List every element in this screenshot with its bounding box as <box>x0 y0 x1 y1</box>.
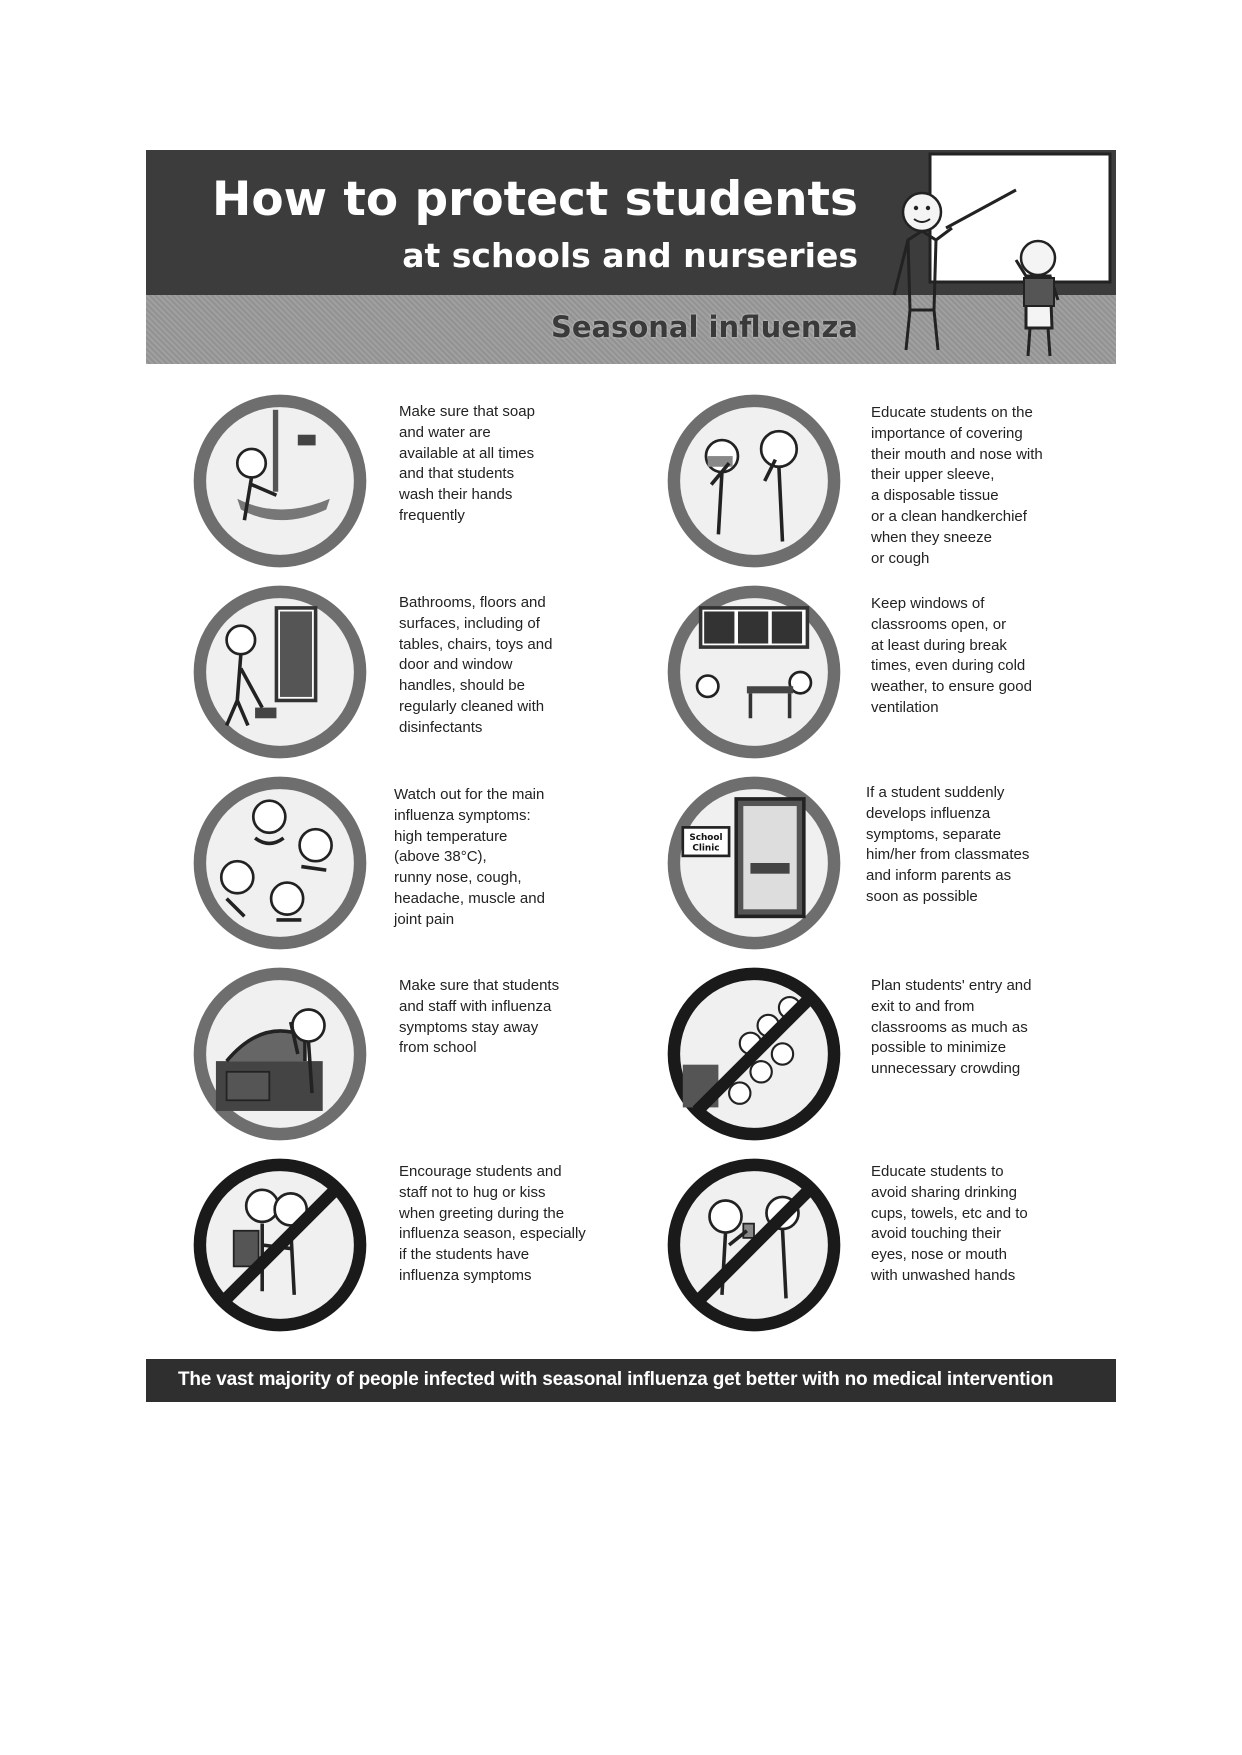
stay-home-icon <box>191 965 369 1143</box>
no-crowding-icon <box>665 965 843 1143</box>
clinic-sign-text: Clinic <box>692 843 720 854</box>
tip-text: Encourage students and staff not to hug or kiss when greeting during the influenza season, especially if the students have influenza symptoms <box>399 1163 586 1284</box>
tip-text: Educate students on the importance of covering their mouth and nose with their upper sleeve, a disposable tissue or a clean handkerchief when they sneeze or cough <box>871 404 1043 567</box>
tip-text: Make sure that students and staff with influenza symptoms stay away from school <box>399 977 560 1057</box>
tip-text: Educate students to avoid sharing drinking cups, towels, etc and to avoid touching their eyes, nose or mouth with unwashed hands <box>871 1163 1028 1284</box>
no-sharing-cups-icon <box>665 1156 843 1334</box>
no-hugging-icon <box>191 1156 369 1334</box>
cleaning-icon <box>191 583 369 761</box>
footer-text: The vast majority of people infected with seasonal influenza get better with no medical intervention <box>178 1369 1054 1390</box>
poster <box>146 150 1116 364</box>
tip-text: Keep windows of classrooms open, or at least during break times, even during cold weather, to ensure good ventilation <box>871 595 1032 716</box>
school-clinic-icon <box>665 774 843 952</box>
page-title: How to protect students <box>212 172 858 227</box>
open-window-icon <box>665 583 843 761</box>
page-subtitle: at schools and nurseries <box>402 236 858 275</box>
symptoms-icon <box>191 774 369 952</box>
cough-cover-icon <box>665 392 843 570</box>
header-banner <box>146 150 1116 364</box>
tip-text: If a student suddenly develops influenza symptoms, separate him/her from classmates and inform parents as soon as possible <box>866 784 1030 905</box>
tip-text: Bathrooms, floors and surfaces, including of tables, chairs, toys and door and window handles, should be regularly cleaned with disinfectants <box>399 594 553 736</box>
footer-banner <box>146 1359 1116 1402</box>
section-title: Seasonal influenza <box>550 310 858 344</box>
hand-washing-icon <box>191 392 369 570</box>
tip-text: Make sure that soap and water are available at all times and that students wash their hands frequently <box>399 403 535 524</box>
clinic-sign-text: School <box>689 832 723 843</box>
tip-text: Plan students' entry and exit to and from classrooms as much as possible to minimize unnecessary crowding <box>871 977 1032 1078</box>
tip-text: Watch out for the main influenza symptoms: high temperature (above 38°C), runny nose, cough, headache, muscle and joint pain <box>394 786 545 928</box>
teacher-at-whiteboard-icon <box>886 150 1116 364</box>
